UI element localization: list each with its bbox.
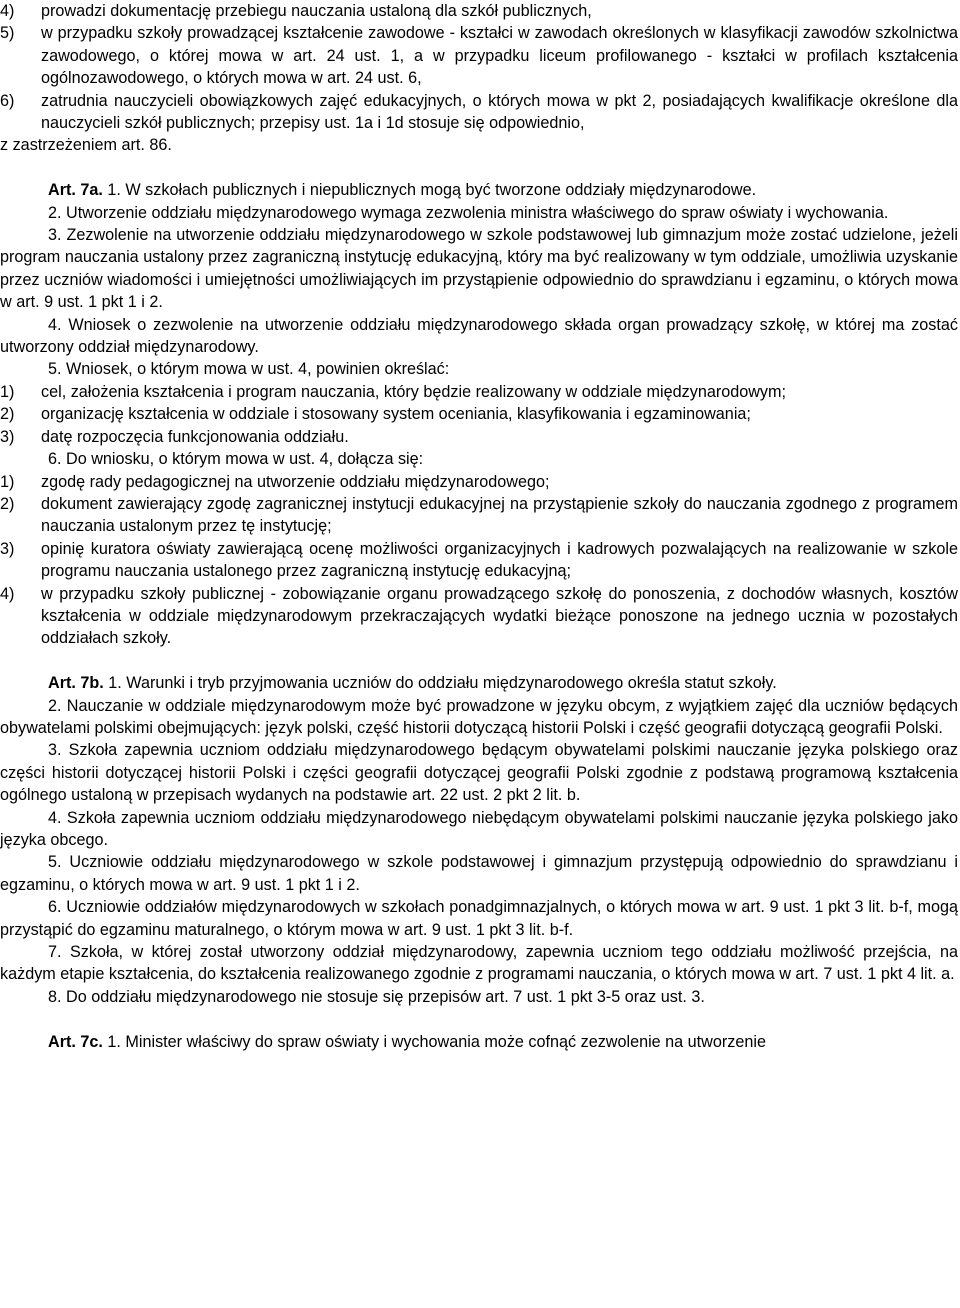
item-text: dokument zawierający zgodę zagranicznej instytucji edukacyjnej na przystąpienie szkoły do nauczania zgodnego z programem nauczania ustalonym przez tę instytucję; — [41, 494, 958, 536]
article-7a-p6: 6. Do wniosku, o którym mowa w ust. 4, dołącza się: — [48, 450, 424, 469]
list-item — [0, 493, 958, 538]
list-item — [0, 426, 958, 448]
spacer — [0, 650, 958, 672]
item-number: 4) — [0, 2, 15, 20]
list-item — [0, 538, 958, 583]
list-item — [0, 381, 958, 403]
article-7a-p4: 4. Wniosek o zezwolenie na utworzenie oddziału międzynarodowego składa organ prowadzący szkołę, w której ma zostać utworzony oddział międzynarodowy. — [0, 315, 958, 357]
article-7a-p2: 2. Utworzenie oddziału międzynarodowego wymaga zezwolenia ministra właściwego do spraw oświaty i wychowania. — [48, 203, 889, 222]
paragraph-text: 1. W szkołach publicznych i niepublicznych mogą być tworzone oddziały międzynarodowe. — [107, 181, 757, 200]
paragraph-text: 1. Warunki i tryb przyjmowania uczniów do oddziału międzynarodowego określa statut szkoły. — [108, 674, 777, 693]
article-heading: Art. 7a. — [48, 181, 103, 200]
article-7c-p1 — [0, 1031, 958, 1053]
article-7b-p1 — [0, 672, 958, 694]
article-7b-p3: 3. Szkoła zapewnia uczniom oddziału międzynarodowego będącym obywatelami polskimi nauczanie języka polskiego oraz części historii dotyczącej historii Polski i części geografii dotyczącej geografii Polski zgodnie z podstawą programową kształcenia ogólnego ustaloną w przepisach wydanych na podstawie art. 22 ust. 2 pkt 2 lit. b. — [0, 741, 958, 805]
article-heading: Art. 7c. — [48, 1032, 103, 1051]
article-7b-p7: 7. Szkoła, w której został utworzony oddział międzynarodowy, zapewnia uczniom tego oddziału możliwość przejścia, na każdym etapie kształcenia, do kształcenia realizowanego zgodnie z programami nauczania, o których mowa w art. 7 ust. 1 pkt 4 lit. a. — [0, 943, 958, 984]
article-7a-p3: 3. Zezwolenie na utworzenie oddziału międzynarodowego w szkole podstawowej lub gimnazjum może zostać udzielone, jeżeli program nauczania ustalony przez zagraniczną instytucję edukacyjną, który ma być realizowany w tym oddziale, umożliwia uzyskanie przez uczniów wiadomości i umiejętności umożliwiających im przystąpienie odpowiednio do sprawdzianu i egzaminu, o których mowa w art. 9 ust. 1 pkt 1 i 2. — [0, 226, 958, 312]
article-7b-p8: 8. Do oddziału międzynarodowego nie stosuje się przepisów art. 7 ust. 1 pkt 3-5 oraz ust. 3. — [48, 987, 705, 1006]
spacer — [0, 1008, 958, 1030]
item-text: opinię kuratora oświaty zawierającą ocenę możliwości organizacyjnych i kadrowych pozwalających na realizowanie w szkole programu nauczania ustalonego przez zagraniczną instytucję edukacyjną; — [41, 539, 958, 581]
list-item — [0, 0, 958, 22]
article-7a-p5: 5. Wniosek, o którym mowa w ust. 4, powinien określać: — [48, 360, 450, 379]
item-text: prowadzi dokumentację przebiegu nauczania ustaloną dla szkół publicznych, — [41, 2, 592, 20]
article-7b-p5: 5. Uczniowie oddziału międzynarodowego w szkole podstawowej i gimnazjum przystępują odpowiednio do sprawdzianu i egzaminu, o których mowa w art. 9 ust. 1 pkt 1 i 2. — [0, 853, 958, 894]
item-number: 3) — [0, 427, 15, 446]
item-number: 3) — [0, 539, 15, 558]
list-item — [0, 22, 958, 89]
article-7a-p1 — [0, 179, 958, 201]
item-text: w przypadku szkoły publicznej - zobowiązanie organu prowadzącego szkołę do ponoszenia, z dochodów własnych, kosztów kształcenia w oddziale międzynarodowym przekraczających wydatki bieżące ponoszone na jednego ucznia w pozostałych oddziałach szkoły. — [41, 584, 958, 648]
item-text: datę rozpoczęcia funkcjonowania oddziału. — [41, 427, 349, 446]
item-text: cel, założenia kształcenia i program nauczania, który będzie realizowany w oddziale międzynarodowym; — [41, 382, 786, 401]
item-number: 2) — [0, 494, 15, 513]
list-item — [0, 583, 958, 650]
item-number: 5) — [0, 24, 15, 43]
item-number: 1) — [0, 472, 15, 491]
list-item — [0, 471, 958, 493]
article-7b-p2: 2. Nauczanie w oddziale międzynarodowym może być prowadzone w języku obcym, z wyjątkiem zajęć dla uczniów będących obywatelami polskimi obejmujących: język polski, część historii dotyczącą historii Polski i część geografii dotyczącą geografii Polski. — [0, 696, 958, 737]
paragraph-text: 1. Minister właściwy do spraw oświaty i wychowania może cofnąć zezwolenie na utworzenie — [107, 1032, 766, 1051]
article-7b-p6: 6. Uczniowie oddziałów międzynarodowych w szkołach ponadgimnazjalnych, o których mowa w art. 9 ust. 1 pkt 3 lit. b-f, mogą przystąpić do egzaminu maturalnego, o którym mowa w art. 9 ust. 1 pkt 3 lit. b-f. — [0, 898, 958, 939]
item-text: w przypadku szkoły prowadzącej kształcenie zawodowe - kształci w zawodach określonych w klasyfikacji zawodów szkolnictwa zawodowego, o której mowa w art. 24 ust. 1, a w przypadku liceum profilowanego - kształci w profilach kształcenia ogólnozawodowego, o których mowa w art. 24 ust. 6, — [41, 24, 958, 88]
item-number: 6) — [0, 91, 15, 110]
item-text: organizację kształcenia w oddziale i stosowany system oceniania, klasyfikowania i egzaminowania; — [41, 405, 751, 424]
article-7b-p4: 4. Szkoła zapewnia uczniom oddziału międzynarodowego niebędącym obywatelami polskimi nauczanie języka polskiego jako języka obcego. — [0, 808, 958, 849]
item-text: zatrudnia nauczycieli obowiązkowych zajęć edukacyjnych, o których mowa w pkt 2, posiadających kwalifikacje określone dla nauczycieli szkół publicznych; przepisy ust. 1a i 1d stosuje się odpowiednio, — [41, 91, 958, 133]
item-text: zgodę rady pedagogicznej na utworzenie oddziału międzynarodowego; — [41, 472, 550, 491]
list-tail: z zastrzeżeniem art. 86. — [0, 136, 172, 155]
item-number: 2) — [0, 405, 15, 424]
item-number: 1) — [0, 382, 15, 401]
item-number: 4) — [0, 584, 15, 603]
list-item — [0, 90, 958, 135]
list-item — [0, 403, 958, 425]
spacer — [0, 157, 958, 179]
article-heading: Art. 7b. — [48, 674, 104, 693]
